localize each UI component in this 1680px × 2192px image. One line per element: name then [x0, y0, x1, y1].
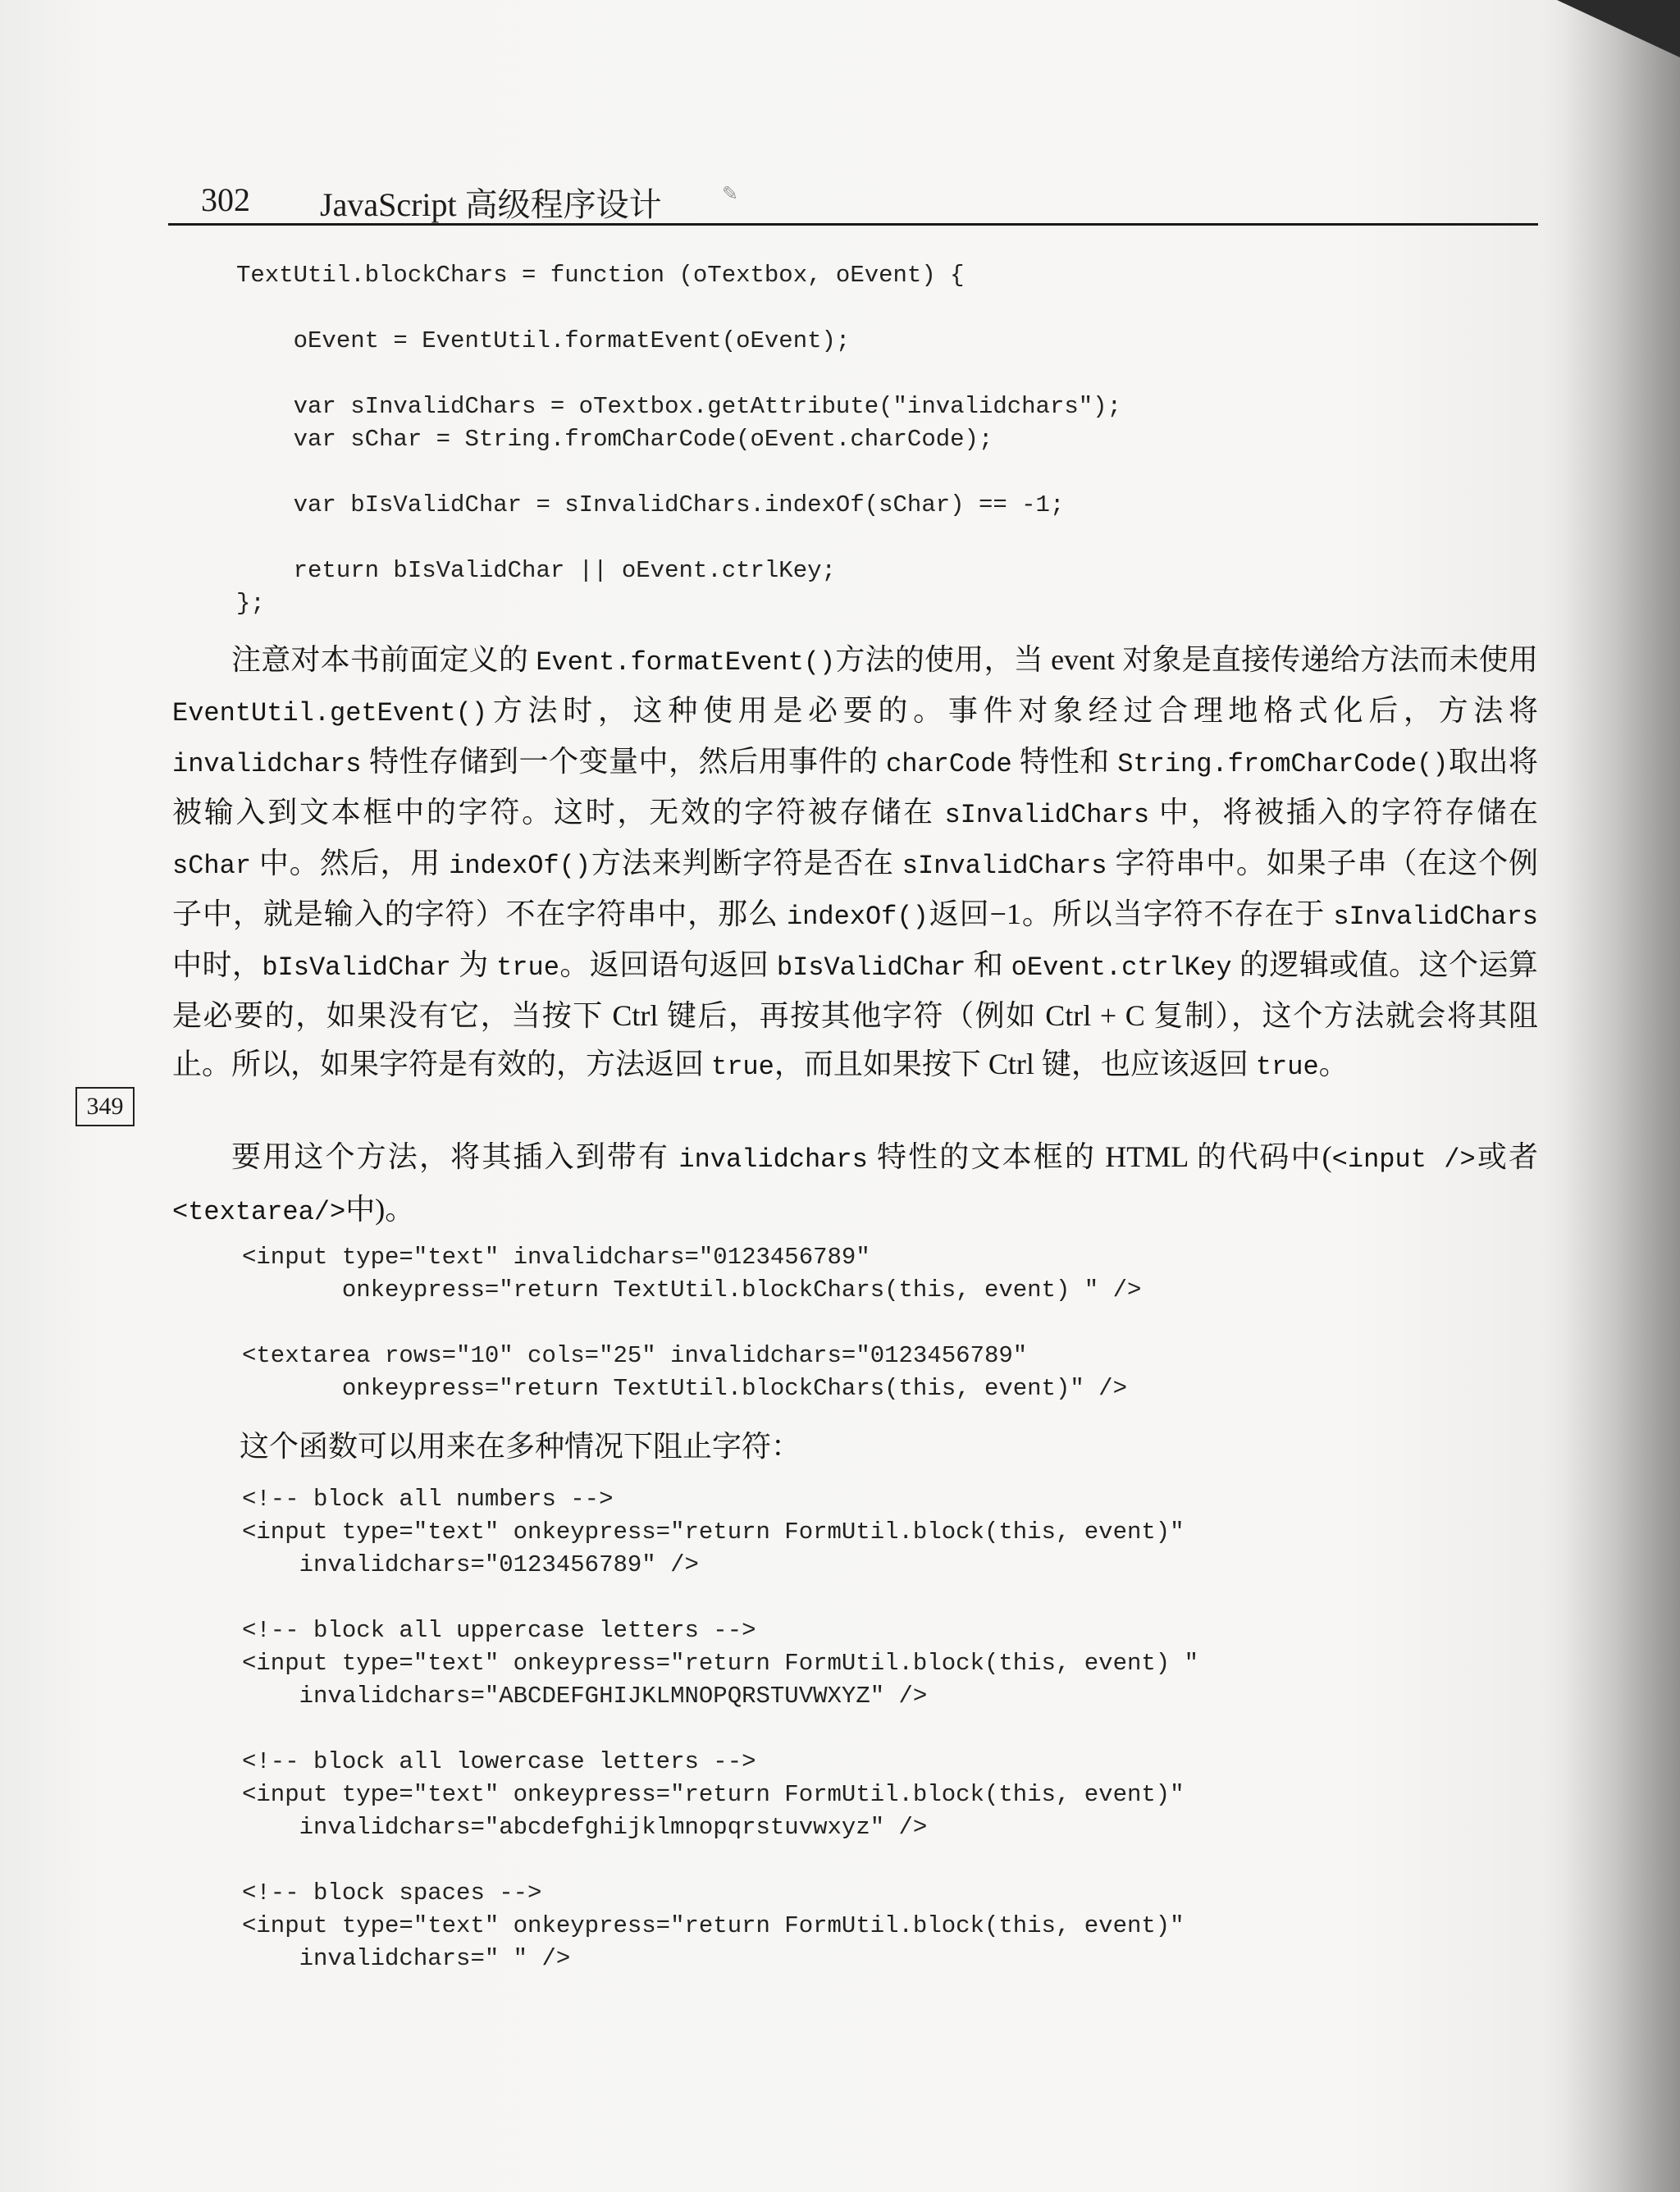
inline-code: charCode: [886, 749, 1012, 779]
text-run: 特性的文本框的 HTML 的代码中(: [867, 1140, 1332, 1173]
text-run: 或者: [1475, 1140, 1538, 1173]
code-line: oEvent = EventUtil.formatEvent(oEvent);: [236, 327, 851, 354]
code-block-block-cases: [242, 1483, 1198, 1975]
text-run: 返回−1。所以当字符不存在于: [928, 897, 1334, 930]
page-number: 302: [201, 181, 250, 218]
text-run: 取出将被输入到文本框中的字符。这时，无效的字符被存储在: [172, 745, 1538, 829]
inline-code: String.fromCharCode(): [1117, 749, 1449, 779]
inline-code: <input />: [1331, 1144, 1476, 1175]
inline-code: true: [711, 1052, 774, 1082]
text-run: 方法的使用，当 event 对象是直接传递给方法而未使用: [835, 643, 1538, 676]
code-line: invalidchars="abcdefghijklmnopqrstuvwxyz" />: [242, 1814, 928, 1841]
code-line: <input type="text" invalidchars="0123456789": [242, 1244, 870, 1271]
inline-code: true: [1255, 1052, 1319, 1082]
code-line: var sChar = String.fromCharCode(oEvent.charCode);: [236, 426, 993, 453]
code-block-html-usage: [242, 1241, 1141, 1405]
code-line: <textarea rows="10" cols="25" invalidchars="0123456789": [242, 1342, 1028, 1369]
text-run: 注意对本书前面定义的: [231, 643, 536, 676]
inline-code: EventUtil.getEvent(): [172, 698, 488, 728]
text-run: 方法来判断字符是否在: [591, 847, 902, 879]
text-run: 特性存储到一个变量中，然后用事件的: [361, 745, 887, 778]
running-title: JavaScript 高级程序设计: [320, 186, 662, 223]
spine-shadow: [1565, 0, 1680, 2192]
inline-code: indexOf(): [786, 902, 929, 932]
code-line: [242, 1844, 1198, 1877]
inline-code: oEvent.ctrlKey: [1011, 952, 1232, 983]
code-line: [236, 292, 1121, 325]
text-run: 。: [1318, 1048, 1349, 1080]
inline-code: sInvalidChars: [944, 800, 1150, 830]
inline-code: indexOf(): [449, 851, 591, 881]
code-line: <!-- block spaces -->: [242, 1879, 542, 1907]
paragraph-usage: [172, 1132, 1538, 1237]
inline-code: bIsValidChar: [776, 952, 966, 983]
code-line: <input type="text" onkeypress="return FormUtil.block(this, event)": [242, 1781, 1185, 1808]
text-run: 。返回语句返回: [559, 948, 777, 981]
text-run: 为: [450, 948, 497, 981]
code-line: <!-- block all numbers -->: [242, 1486, 614, 1513]
inline-code: sChar: [172, 851, 252, 881]
inline-code: bIsValidChar: [262, 952, 451, 983]
text-run: 中，将被插入的字符存储在: [1149, 796, 1538, 829]
inline-code: sInvalidChars: [902, 851, 1107, 881]
code-line: onkeypress="return TextUtil.blockChars(this, event) " />: [242, 1276, 1142, 1304]
text-run: 要用这个方法，将其插入到带有: [231, 1140, 679, 1173]
code-line: onkeypress="return TextUtil.blockChars(this, event)" />: [242, 1375, 1127, 1402]
code-line: [242, 1582, 1198, 1614]
margin-page-reference: 349: [75, 1087, 135, 1126]
code-line: TextUtil.blockChars = function (oTextbox, oEvent) {: [236, 262, 965, 289]
inline-code: invalidchars: [172, 749, 362, 779]
code-line: [242, 1713, 1198, 1746]
code-line: [236, 358, 1121, 390]
code-line: <!-- block all uppercase letters -->: [242, 1617, 756, 1644]
inline-code: invalidchars: [678, 1144, 868, 1175]
code-line: invalidchars=" " />: [242, 1945, 571, 1972]
code-line: invalidchars="ABCDEFGHIJKLMNOPQRSTUVWXYZ" />: [242, 1683, 928, 1710]
paragraph-explanation: [172, 636, 1538, 1091]
code-line: <input type="text" onkeypress="return FormUtil.block(this, event) ": [242, 1650, 1198, 1677]
text-run: 中。然后，用: [251, 847, 450, 879]
text-run: 和: [966, 948, 1011, 981]
code-line: var sInvalidChars = oTextbox.getAttribute("invalidchars");: [236, 393, 1121, 420]
code-line: <input type="text" onkeypress="return FormUtil.block(this, event)": [242, 1518, 1185, 1546]
page-corner: [1557, 0, 1680, 57]
paragraph-cases: 这个函数可以用来在多种情况下阻止字符：: [240, 1430, 801, 1463]
text-run: 特性和: [1011, 745, 1118, 778]
code-line: return bIsValidChar || oEvent.ctrlKey;: [236, 557, 836, 584]
text-run: 中)。: [345, 1193, 415, 1226]
inline-code: sInvalidChars: [1333, 902, 1538, 932]
code-line: };: [236, 590, 265, 617]
code-line: var bIsValidChar = sInvalidChars.indexOf(sChar) == -1;: [236, 491, 1065, 518]
code-line: [242, 1307, 1141, 1340]
code-line: [236, 456, 1121, 489]
page-header: [168, 171, 1538, 226]
code-line: <!-- block all lowercase letters -->: [242, 1748, 756, 1775]
text-run: ，而且如果按下 Ctrl 键，也应该返回: [774, 1048, 1256, 1080]
code-block-blockchars: [236, 259, 1121, 620]
inline-code: Event.formatEvent(): [536, 647, 836, 678]
code-line: [236, 522, 1121, 555]
text-run: 方法时，这种使用是必要的。事件对象经过合理地格式化后，方法将: [487, 694, 1538, 727]
code-line: invalidchars="0123456789" />: [242, 1551, 699, 1578]
text-run: 中时，: [172, 948, 262, 981]
inline-code: true: [496, 952, 559, 983]
pencil-mark: ✎: [722, 184, 739, 205]
text-run: 字符串中。如果子串（在这个例子中，就是输入的字符）不在字符串中，那么: [172, 847, 1538, 930]
text-run: 的逻辑或值。这个运算是必要的，如果没有它，当按下 Ctrl 键后，再按其他字符（例如 Ctrl + C 复制），这个方法就会将其阻止。所以，如果字符是有效的，方法返回: [172, 948, 1538, 1080]
code-line: <input type="text" onkeypress="return FormUtil.block(this, event)": [242, 1912, 1185, 1939]
inline-code: <textarea/>: [172, 1197, 346, 1227]
